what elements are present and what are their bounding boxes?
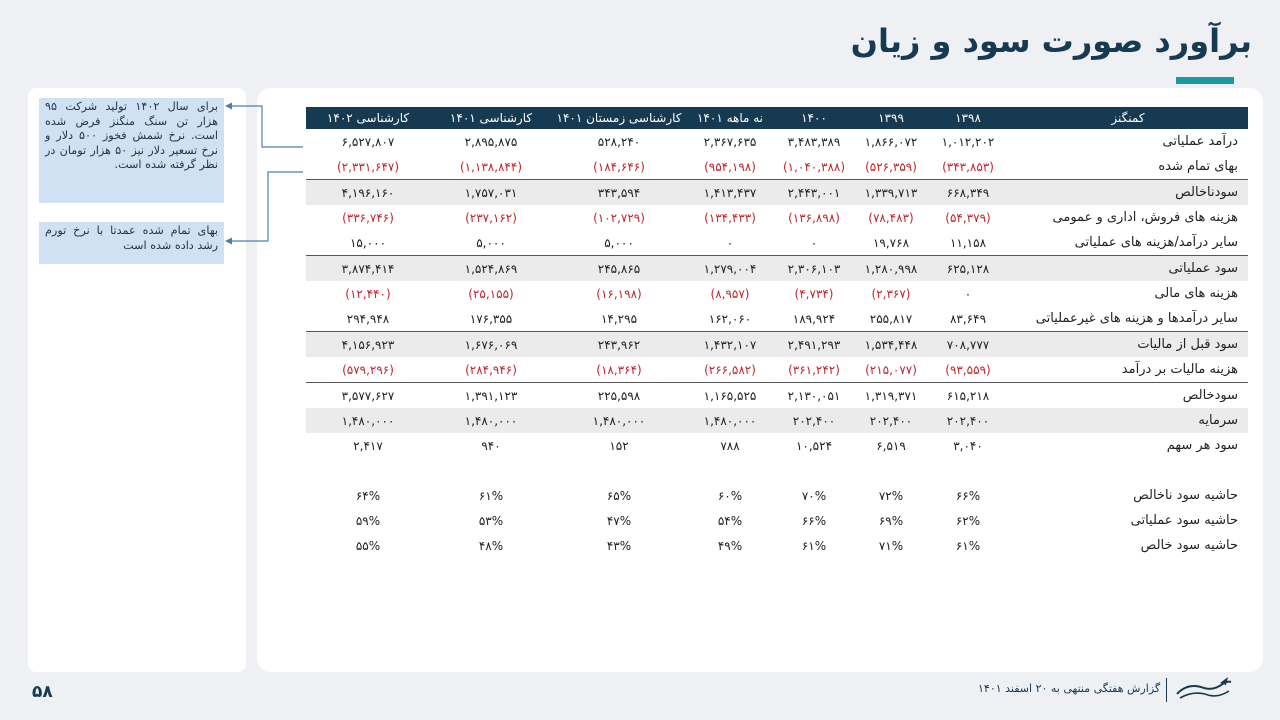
table-cell: ۲۴۵,۸۶۵ xyxy=(552,256,686,282)
table-cell: ۶۹% xyxy=(878,513,904,528)
table-cell: ۱,۴۱۳,۴۳۷ xyxy=(686,180,774,206)
table-row xyxy=(306,383,1248,409)
table-cell: ۱,۲۷۹,۰۰۴ xyxy=(686,256,774,282)
table-cell: ۱,۴۳۲,۱۰۷ xyxy=(686,332,774,358)
table-cell: ۶۱۵,۲۱۸ xyxy=(928,383,1008,409)
table-cell: ۵,۰۰۰ xyxy=(476,235,506,250)
table-cell: (۲۸۴,۹۴۶) xyxy=(465,362,517,377)
table-row xyxy=(306,433,1248,458)
table-cell: ۲۵۵,۸۱۷ xyxy=(869,311,913,326)
table-cell: ۶۶% xyxy=(955,488,981,503)
table-cell: ۱۹,۷۶۸ xyxy=(872,235,910,250)
footer-report-text: گزارش هفتگی منتهی به ۲۰ اسفند ۱۴۰۱ xyxy=(978,682,1161,695)
table-cell: ۵۹% xyxy=(355,513,381,528)
table-row xyxy=(306,205,1248,230)
table-cell: (۱,۱۳۸,۸۴۴) xyxy=(459,159,523,174)
table-cell: ۳,۵۷۷,۶۲۷ xyxy=(306,383,430,409)
table-cell: ۲,۸۹۵,۸۷۵ xyxy=(464,134,518,149)
table-cell: ۳,۸۷۴,۴۱۴ xyxy=(306,256,430,282)
table-cell: ۵۳% xyxy=(478,513,504,528)
table-cell: ۱۸۹,۹۲۴ xyxy=(792,311,836,326)
row-label: سود هر سهم xyxy=(1166,438,1238,453)
table-cell: ۳,۰۴۰ xyxy=(953,438,983,453)
header-col: ۱۴۰۰ xyxy=(774,107,854,129)
table-cell: ۷۰۸,۷۷۷ xyxy=(928,332,1008,358)
row-label: سود قبل از مالیات xyxy=(1008,332,1248,358)
table-cell: ۱۴,۲۹۵ xyxy=(600,311,638,326)
table-cell: ۱۶۲,۰۶۰ xyxy=(708,311,752,326)
table-cell: ۰ xyxy=(964,286,972,301)
table-cell: (۱۰۲,۷۲۹) xyxy=(593,210,645,225)
table-row xyxy=(306,230,1248,256)
spacer-row xyxy=(306,458,1248,483)
table-cell: ۶۶% xyxy=(801,513,827,528)
row-label: هزینه مالیات بر درآمد xyxy=(1121,362,1238,377)
table-cell: ۶۶۸,۳۴۹ xyxy=(928,180,1008,206)
table-cell: ۷۰% xyxy=(801,488,827,503)
header-col: کارشناسی ۱۴۰۱ xyxy=(430,107,552,129)
header-company: کمنگنز xyxy=(1008,107,1248,129)
table-cell: ۲۲۵,۵۹۸ xyxy=(552,383,686,409)
table-row xyxy=(306,533,1248,558)
table-cell: ۶۵% xyxy=(606,488,632,503)
spacer-cell xyxy=(306,458,1248,483)
table-cell: ۶,۵۱۹ xyxy=(876,438,906,453)
table-cell: ۱,۵۳۴,۴۴۸ xyxy=(854,332,928,358)
table-row xyxy=(306,332,1248,358)
table-cell: (۱۳۶,۸۹۸) xyxy=(788,210,840,225)
table-cell: ۶۱% xyxy=(478,488,504,503)
table-cell: (۵۷۹,۲۹۶) xyxy=(342,362,394,377)
table-cell: (۱۲,۴۴۰) xyxy=(345,286,391,301)
table-cell: ۱,۸۶۶,۰۷۲ xyxy=(864,134,918,149)
table-cell: ۱۰,۵۲۴ xyxy=(795,438,833,453)
table-cell: ۲۰۲,۴۰۰ xyxy=(928,408,1008,433)
table-cell: ۱,۲۸۰,۹۹۸ xyxy=(854,256,928,282)
table-cell: ۵۴% xyxy=(717,513,743,528)
row-label: هزینه های مالی xyxy=(1154,286,1238,301)
table-row xyxy=(306,483,1248,508)
table-cell: ۴,۱۵۶,۹۲۳ xyxy=(306,332,430,358)
table-cell: ۰ xyxy=(810,235,818,250)
table-row xyxy=(306,129,1248,154)
table-cell: ۲,۴۱۷ xyxy=(353,438,383,453)
table-cell: ۱,۰۱۲,۲۰۲ xyxy=(941,134,995,149)
table-cell: (۷۸,۴۸۳) xyxy=(868,210,914,225)
table-cell: ۱,۱۶۵,۵۲۵ xyxy=(686,383,774,409)
row-label: بهای تمام شده xyxy=(1158,159,1238,174)
table-cell: (۴,۷۳۴) xyxy=(794,286,834,301)
table-cell: (۱۳۴,۴۳۳) xyxy=(704,210,756,225)
table-cell: ۲,۴۹۱,۲۹۳ xyxy=(774,332,854,358)
table-cell: (۱,۰۴۰,۳۸۸) xyxy=(782,159,846,174)
table-cell: ۲۰۲,۴۰۰ xyxy=(774,408,854,433)
table-cell: ۰ xyxy=(726,235,734,250)
table-cell: ۷۲% xyxy=(878,488,904,503)
table-cell: ۴۹% xyxy=(717,538,743,553)
table-cell: ۱۱,۱۵۸ xyxy=(949,235,987,250)
header-col: ۱۳۹۸ xyxy=(928,107,1008,129)
table-cell: ۴۳% xyxy=(606,538,632,553)
table-cell: (۲,۳۳۱,۶۴۷) xyxy=(336,159,400,174)
table-cell: ۱,۶۷۶,۰۶۹ xyxy=(430,332,552,358)
table-cell: (۵۴,۳۷۹) xyxy=(945,210,991,225)
table-cell: ۱,۳۹۱,۱۲۳ xyxy=(430,383,552,409)
table-cell: (۱۸,۳۶۴) xyxy=(596,362,642,377)
table-row xyxy=(306,357,1248,383)
company-logo-icon xyxy=(1174,674,1234,704)
table-cell: ۶۲۵,۱۲۸ xyxy=(928,256,1008,282)
table-header-row xyxy=(306,107,1248,129)
table-cell: ۱۵,۰۰۰ xyxy=(349,235,387,250)
page-title: برآورد صورت سود و زیان xyxy=(850,22,1252,60)
table-cell: ۱,۳۱۹,۳۷۱ xyxy=(854,383,928,409)
row-label: سودناخالص xyxy=(1008,180,1248,206)
title-accent-bar xyxy=(1176,77,1234,84)
table-cell: ۲,۳۶۷,۶۳۵ xyxy=(703,134,757,149)
table-cell: ۱,۴۸۰,۰۰۰ xyxy=(306,408,430,433)
table-cell: (۲۵,۱۵۵) xyxy=(468,286,514,301)
table-cell: ۵۵% xyxy=(355,538,381,553)
table-cell: (۲۶۶,۵۸۲) xyxy=(704,362,756,377)
table-cell: ۶۴% xyxy=(355,488,381,503)
row-label: درآمد عملیاتی xyxy=(1162,134,1238,149)
table-cell: (۱۸۴,۶۴۶) xyxy=(593,159,645,174)
table-cell: ۷۸۸ xyxy=(720,438,740,453)
table-cell: ۷۱% xyxy=(878,538,904,553)
table-cell: ۲,۴۴۳,۰۰۱ xyxy=(774,180,854,206)
table-cell: ۱,۳۳۹,۷۱۳ xyxy=(854,180,928,206)
table-cell: ۶۲% xyxy=(955,513,981,528)
row-label: حاشیه سود خالص xyxy=(1140,538,1238,553)
table-cell: ۹۴۰ xyxy=(481,438,501,453)
row-label: حاشیه سود ناخالص xyxy=(1133,488,1238,503)
table-row xyxy=(306,408,1248,433)
table-cell: ۴۷% xyxy=(606,513,632,528)
header-col: کارشناسی زمستان ۱۴۰۱ xyxy=(552,107,686,129)
table-cell: ۱,۴۸۰,۰۰۰ xyxy=(552,408,686,433)
row-label: سرمایه xyxy=(1008,408,1248,433)
table-row xyxy=(306,180,1248,206)
note-production-assumption: برای سال ۱۴۰۲ تولید شرکت ۹۵ هزار تن سنگ منگنز فرض شده است. نرخ شمش فخوز ۵۰۰ دلار و نرخ تسعیر دلار نیز ۵۰ هزار تومان در نظر گرفته شده است. xyxy=(39,98,224,203)
row-label: سایر درآمد/هزینه های عملیاتی xyxy=(1074,235,1238,250)
table-cell: (۵۲۶,۳۵۹) xyxy=(865,159,917,174)
footer-divider xyxy=(1166,678,1167,702)
table-cell: ۲۹۴,۹۴۸ xyxy=(346,311,390,326)
table-cell: ۱۵۲ xyxy=(609,438,629,453)
table-cell: ۱,۵۲۴,۸۶۹ xyxy=(430,256,552,282)
table-cell: ۱,۷۵۷,۰۳۱ xyxy=(430,180,552,206)
table-cell: ۱,۴۸۰,۰۰۰ xyxy=(430,408,552,433)
table-cell: (۸,۹۵۷) xyxy=(710,286,750,301)
table-cell: ۳,۴۸۳,۳۸۹ xyxy=(787,134,841,149)
row-label: هزینه های فروش، اداری و عمومی xyxy=(1052,210,1238,225)
table-cell: (۱۶,۱۹۸) xyxy=(596,286,642,301)
table-cell: ۲,۳۰۶,۱۰۳ xyxy=(774,256,854,282)
note-cost-assumption: بهای تمام شده عمدتا با نرخ تورم رشد داده شده است xyxy=(39,222,224,264)
table-cell: (۲۱۵,۰۷۷) xyxy=(865,362,917,377)
table-cell: ۶,۵۲۷,۸۰۷ xyxy=(341,134,395,149)
table-cell: (۹۵۴,۱۹۸) xyxy=(704,159,756,174)
table-cell: (۲۳۷,۱۶۲) xyxy=(465,210,517,225)
table-cell: ۴,۱۹۶,۱۶۰ xyxy=(306,180,430,206)
table-cell: ۴۸% xyxy=(478,538,504,553)
table-cell: ۶۰% xyxy=(717,488,743,503)
table-cell: ۲۴۳,۹۶۲ xyxy=(552,332,686,358)
income-statement-table xyxy=(306,107,1248,558)
table-cell: ۵,۰۰۰ xyxy=(604,235,634,250)
row-label: سودخالص xyxy=(1008,383,1248,409)
table-row xyxy=(306,508,1248,533)
row-label: حاشیه سود عملیاتی xyxy=(1130,513,1238,528)
row-label: سایر درآمدها و هزینه های غیرعملیاتی xyxy=(1035,311,1238,326)
table-cell: (۳۶۱,۲۴۲) xyxy=(788,362,840,377)
row-label: سود عملیاتی xyxy=(1008,256,1248,282)
table-row xyxy=(306,306,1248,332)
table-cell: ۲۰۲,۴۰۰ xyxy=(854,408,928,433)
table-cell: ۳۴۳,۵۹۴ xyxy=(552,180,686,206)
table-cell: ۶۱% xyxy=(801,538,827,553)
table-cell: (۳۴۳,۸۵۳) xyxy=(942,159,994,174)
header-col: ۱۳۹۹ xyxy=(854,107,928,129)
table-cell: (۲,۳۶۷) xyxy=(871,286,911,301)
table-cell: (۳۳۶,۷۴۶) xyxy=(342,210,394,225)
table-cell: ۶۱% xyxy=(955,538,981,553)
table-cell: ۸۳,۶۴۹ xyxy=(949,311,987,326)
table-cell: ۱۷۶,۳۵۵ xyxy=(469,311,513,326)
header-col: نه ماهه ۱۴۰۱ xyxy=(686,107,774,129)
table-cell: ۵۲۸,۲۴۰ xyxy=(597,134,641,149)
header-col: کارشناسی ۱۴۰۲ xyxy=(306,107,430,129)
table-row xyxy=(306,281,1248,306)
table-cell: ۱,۴۸۰,۰۰۰ xyxy=(686,408,774,433)
table-cell: ۲,۱۳۰,۰۵۱ xyxy=(774,383,854,409)
table-row xyxy=(306,154,1248,180)
table-row xyxy=(306,256,1248,282)
table-cell: (۹۳,۵۵۹) xyxy=(945,362,991,377)
page-number: ۵۸ xyxy=(32,682,53,702)
